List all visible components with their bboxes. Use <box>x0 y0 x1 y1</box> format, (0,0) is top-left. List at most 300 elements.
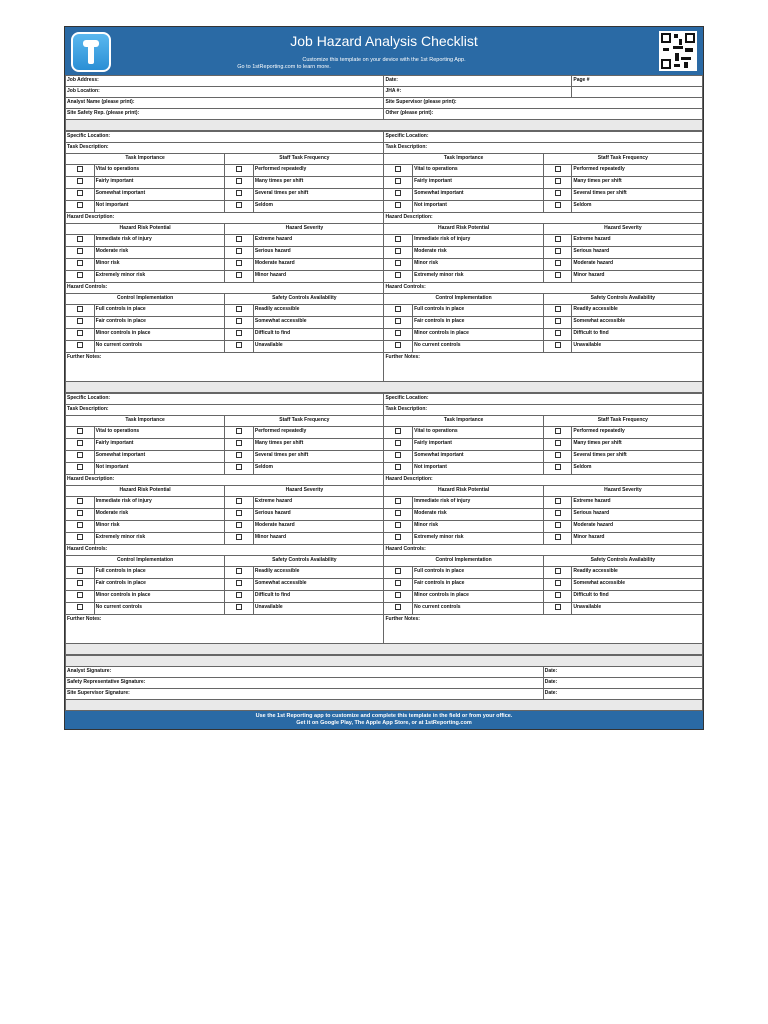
checkbox-box-icon[interactable] <box>395 330 401 336</box>
checkbox[interactable] <box>543 603 572 615</box>
checkbox-box-icon[interactable] <box>77 510 83 516</box>
checkbox-box-icon[interactable] <box>395 178 401 184</box>
checkbox[interactable] <box>543 235 572 247</box>
checkbox-label: Somewhat accessible <box>572 579 703 591</box>
checkbox-box-icon[interactable] <box>395 510 401 516</box>
checkbox-label: Extreme hazard <box>253 497 384 509</box>
checkbox-label: Unavailable <box>572 341 703 353</box>
checkbox-box-icon[interactable] <box>236 498 242 504</box>
checkbox-box-icon[interactable] <box>236 510 242 516</box>
hazard-description-field[interactable]: Hazard Description: <box>384 213 703 224</box>
checkbox-box-icon[interactable] <box>395 342 401 348</box>
checkbox[interactable] <box>66 247 95 259</box>
checkbox-box-icon[interactable] <box>555 306 561 312</box>
checkbox-box-icon[interactable] <box>77 522 83 528</box>
checkbox-box-icon[interactable] <box>77 580 83 586</box>
checkbox-box-icon[interactable] <box>77 342 83 348</box>
checkbox[interactable] <box>66 509 95 521</box>
checkbox-box-icon[interactable] <box>555 260 561 266</box>
checkbox-label: Many times per shift <box>572 177 703 189</box>
checkbox[interactable] <box>225 497 254 509</box>
safety-rep-signature-field[interactable]: Safety Representative Signature: <box>66 678 544 689</box>
checkbox[interactable] <box>384 567 413 579</box>
hazard-description-field[interactable]: Hazard Description: <box>384 475 703 486</box>
checkbox[interactable] <box>66 603 95 615</box>
checkbox[interactable] <box>225 521 254 533</box>
checkbox-box-icon[interactable] <box>555 534 561 540</box>
checkbox-box-icon[interactable] <box>555 604 561 610</box>
checkbox-label: Not important <box>94 201 225 213</box>
checkbox[interactable] <box>384 271 413 283</box>
checkbox[interactable] <box>384 439 413 451</box>
checkbox-box-icon[interactable] <box>236 202 242 208</box>
hazard-description-field[interactable]: Hazard Description: <box>66 213 384 224</box>
checkbox-label: Minor hazard <box>572 533 703 545</box>
checkbox-box-icon[interactable] <box>555 592 561 598</box>
checkbox-box-icon[interactable] <box>236 464 242 470</box>
checkbox[interactable] <box>225 305 254 317</box>
other-field[interactable]: Other (please print): <box>384 109 703 120</box>
checkbox-label: Serious hazard <box>572 509 703 521</box>
checkbox[interactable] <box>66 259 95 271</box>
checkbox-label: Serious hazard <box>253 247 384 259</box>
group-heading: Staff Task Frequency <box>543 154 702 165</box>
checkbox[interactable] <box>66 439 95 451</box>
checkbox-box-icon[interactable] <box>555 178 561 184</box>
checkbox-box-icon[interactable] <box>555 464 561 470</box>
checkbox-box-icon[interactable] <box>236 330 242 336</box>
checkbox[interactable] <box>543 439 572 451</box>
checkbox-box-icon[interactable] <box>555 272 561 278</box>
checkbox-box-icon[interactable] <box>395 580 401 586</box>
checkbox-box-icon[interactable] <box>395 568 401 574</box>
checkbox-box-icon[interactable] <box>236 580 242 586</box>
checkbox-label: Extremely minor risk <box>94 533 225 545</box>
checkbox-label: Not important <box>413 201 544 213</box>
checkbox[interactable] <box>225 509 254 521</box>
checkbox[interactable] <box>225 177 254 189</box>
checkbox-label: Minor controls in place <box>94 591 225 603</box>
checkbox[interactable] <box>384 579 413 591</box>
checkbox-label: Not important <box>94 463 225 475</box>
checkbox-label: Minor hazard <box>572 271 703 283</box>
checkbox-box-icon[interactable] <box>395 522 401 528</box>
header-subtitle: Customize this template on your device with the 1st Reporting App. <box>302 57 466 63</box>
checkbox[interactable] <box>543 165 572 177</box>
checkbox-box-icon[interactable] <box>77 568 83 574</box>
checkbox[interactable] <box>225 451 254 463</box>
checkbox-box-icon[interactable] <box>77 440 83 446</box>
checkbox-box-icon[interactable] <box>395 464 401 470</box>
checkbox-label: Extreme hazard <box>253 235 384 247</box>
checkbox[interactable] <box>384 509 413 521</box>
further-notes-field[interactable]: Further Notes: <box>66 353 384 382</box>
hazard-controls-field[interactable]: Hazard Controls: <box>384 283 703 294</box>
checkbox[interactable] <box>543 247 572 259</box>
checkbox-box-icon[interactable] <box>555 428 561 434</box>
checkbox-box-icon[interactable] <box>395 306 401 312</box>
checkbox-box-icon[interactable] <box>77 202 83 208</box>
checkbox[interactable] <box>543 259 572 271</box>
checkbox-box-icon[interactable] <box>77 428 83 434</box>
checkbox-box-icon[interactable] <box>395 318 401 324</box>
checkbox-label: Moderate risk <box>413 509 544 521</box>
checkbox-label: Full controls in place <box>94 305 225 317</box>
checkbox-box-icon[interactable] <box>555 580 561 586</box>
checkbox-label: Performed repeatedly <box>572 165 703 177</box>
group-heading: Hazard Risk Potential <box>66 486 225 497</box>
checkbox-box-icon[interactable] <box>236 272 242 278</box>
checkbox-box-icon[interactable] <box>236 260 242 266</box>
checkbox-label: Unavailable <box>253 341 384 353</box>
checkbox[interactable] <box>225 271 254 283</box>
checkbox-box-icon[interactable] <box>236 306 242 312</box>
group-heading: Control Implementation <box>66 294 225 305</box>
checkbox[interactable] <box>543 329 572 341</box>
checkbox-box-icon[interactable] <box>236 452 242 458</box>
checkbox[interactable] <box>66 567 95 579</box>
analyst-signature-date[interactable]: Date: <box>543 667 702 678</box>
checkbox-box-icon[interactable] <box>555 190 561 196</box>
checkbox[interactable] <box>384 201 413 213</box>
checkbox[interactable] <box>66 427 95 439</box>
checkbox-label: Serious hazard <box>253 509 384 521</box>
checkbox[interactable] <box>384 591 413 603</box>
footer-banner <box>65 711 703 729</box>
further-notes-field[interactable]: Further Notes: <box>384 353 703 382</box>
checkbox[interactable] <box>66 591 95 603</box>
checkbox[interactable] <box>384 497 413 509</box>
checkbox-label: Fair controls in place <box>94 317 225 329</box>
specific-location-field[interactable]: Specific Location: <box>66 394 384 405</box>
checkbox[interactable] <box>225 579 254 591</box>
checkbox-box-icon[interactable] <box>77 178 83 184</box>
checkbox[interactable] <box>543 451 572 463</box>
checkbox[interactable] <box>66 235 95 247</box>
checkbox[interactable] <box>225 567 254 579</box>
checkbox[interactable] <box>66 463 95 475</box>
checkbox-label: Difficult to find <box>572 329 703 341</box>
checkbox-label: Several times per shift <box>572 451 703 463</box>
checkbox-label: Minor hazard <box>253 533 384 545</box>
checkbox-box-icon[interactable] <box>395 260 401 266</box>
checkbox[interactable] <box>384 247 413 259</box>
checkbox[interactable] <box>543 271 572 283</box>
checkbox[interactable] <box>66 579 95 591</box>
checkbox[interactable] <box>225 329 254 341</box>
checkbox-box-icon[interactable] <box>77 306 83 312</box>
specific-location-field[interactable]: Specific Location: <box>66 132 384 143</box>
checkbox-box-icon[interactable] <box>236 568 242 574</box>
further-notes-field[interactable]: Further Notes: <box>384 615 703 644</box>
checkbox[interactable] <box>384 533 413 545</box>
checkbox[interactable] <box>543 189 572 201</box>
checkbox-box-icon[interactable] <box>395 190 401 196</box>
task-description-field[interactable]: Task Description: <box>66 143 384 154</box>
checkbox-box-icon[interactable] <box>395 202 401 208</box>
checkbox[interactable] <box>543 341 572 353</box>
checkbox[interactable] <box>225 439 254 451</box>
group-heading: Safety Controls Availability <box>225 556 384 567</box>
checkbox-box-icon[interactable] <box>395 248 401 254</box>
checkbox-label: Extremely minor risk <box>94 271 225 283</box>
task-description-field[interactable]: Task Description: <box>384 405 703 416</box>
checkbox[interactable] <box>543 579 572 591</box>
checkbox-label: Seldom <box>572 201 703 213</box>
checkbox-label: Unavailable <box>572 603 703 615</box>
checkbox[interactable] <box>543 567 572 579</box>
checkbox[interactable] <box>66 451 95 463</box>
checkbox-box-icon[interactable] <box>555 342 561 348</box>
checkbox[interactable] <box>225 533 254 545</box>
checkbox[interactable] <box>384 317 413 329</box>
specific-location-field[interactable]: Specific Location: <box>384 394 703 405</box>
checkbox[interactable] <box>384 341 413 353</box>
checkbox-box-icon[interactable] <box>77 190 83 196</box>
checkbox-box-icon[interactable] <box>236 236 242 242</box>
analyst-name-field[interactable]: Analyst Name (please print): <box>66 98 384 109</box>
checkbox[interactable] <box>225 317 254 329</box>
checkbox-label: Minor controls in place <box>413 329 544 341</box>
checkbox[interactable] <box>384 463 413 475</box>
checkbox[interactable] <box>543 305 572 317</box>
checkbox-box-icon[interactable] <box>236 178 242 184</box>
checkbox-box-icon[interactable] <box>236 604 242 610</box>
checkbox-label: No current controls <box>94 341 225 353</box>
checkbox-box-icon[interactable] <box>395 498 401 504</box>
checkbox[interactable] <box>384 427 413 439</box>
hazard-controls-field[interactable]: Hazard Controls: <box>66 283 384 294</box>
checkbox[interactable] <box>543 497 572 509</box>
checkbox-box-icon[interactable] <box>395 428 401 434</box>
checkbox[interactable] <box>66 165 95 177</box>
checkbox-label: Performed repeatedly <box>253 427 384 439</box>
checkbox-box-icon[interactable] <box>236 522 242 528</box>
checkbox[interactable] <box>384 177 413 189</box>
checkbox-label: Readily accessible <box>253 305 384 317</box>
checkbox-label: Somewhat accessible <box>572 317 703 329</box>
checkbox[interactable] <box>225 603 254 615</box>
supervisor-signature-date[interactable]: Date: <box>543 689 702 700</box>
job-info-table <box>65 75 703 131</box>
group-heading: Control Implementation <box>384 556 543 567</box>
checkbox[interactable] <box>384 329 413 341</box>
checkbox-box-icon[interactable] <box>395 592 401 598</box>
checkbox[interactable] <box>543 427 572 439</box>
checkbox[interactable] <box>543 463 572 475</box>
checkbox-label: Minor risk <box>413 259 544 271</box>
checkbox-box-icon[interactable] <box>555 452 561 458</box>
task-description-field[interactable]: Task Description: <box>66 405 384 416</box>
checkbox[interactable] <box>66 497 95 509</box>
checkbox-label: Difficult to find <box>572 591 703 603</box>
checkbox-box-icon[interactable] <box>77 604 83 610</box>
group-heading: Hazard Risk Potential <box>384 486 543 497</box>
jha-number-field[interactable]: JHA #: <box>384 87 572 98</box>
checkbox-label: Several times per shift <box>253 451 384 463</box>
checkbox-label: Full controls in place <box>413 305 544 317</box>
checkbox[interactable] <box>384 165 413 177</box>
checkbox[interactable] <box>225 427 254 439</box>
page-title: Job Hazard Analysis Checklist <box>290 33 478 49</box>
checkbox-label: Moderate hazard <box>572 259 703 271</box>
checkbox-box-icon[interactable] <box>555 318 561 324</box>
further-notes-field[interactable]: Further Notes: <box>66 615 384 644</box>
checkbox[interactable] <box>225 201 254 213</box>
checkbox[interactable] <box>225 189 254 201</box>
checkbox-label: Many times per shift <box>253 439 384 451</box>
checkbox-label: Seldom <box>253 463 384 475</box>
checkbox-box-icon[interactable] <box>77 592 83 598</box>
checkbox-box-icon[interactable] <box>77 166 83 172</box>
checkbox-box-icon[interactable] <box>555 522 561 528</box>
analyst-signature-field[interactable]: Analyst Signature: <box>66 667 544 678</box>
checkbox-label: Moderate risk <box>413 247 544 259</box>
checkbox[interactable] <box>66 329 95 341</box>
site-supervisor-field[interactable]: Site Supervisor (please print): <box>384 98 703 109</box>
checkbox[interactable] <box>384 521 413 533</box>
group-heading: Hazard Severity <box>543 486 702 497</box>
checkbox-label: Seldom <box>572 463 703 475</box>
checkbox-label: Minor controls in place <box>413 591 544 603</box>
checkbox-label: Somewhat important <box>413 189 544 201</box>
hazard-controls-field[interactable]: Hazard Controls: <box>384 545 703 556</box>
checkbox-label: Performed repeatedly <box>572 427 703 439</box>
checkbox-box-icon[interactable] <box>77 318 83 324</box>
checkbox-label: Somewhat accessible <box>253 579 384 591</box>
checkbox[interactable] <box>66 271 95 283</box>
checkbox[interactable] <box>66 521 95 533</box>
checkbox[interactable] <box>384 603 413 615</box>
checkbox-box-icon[interactable] <box>77 452 83 458</box>
checkbox-box-icon[interactable] <box>77 260 83 266</box>
checkbox[interactable] <box>543 509 572 521</box>
checkbox[interactable] <box>225 259 254 271</box>
checkbox[interactable] <box>384 259 413 271</box>
checkbox-box-icon[interactable] <box>77 464 83 470</box>
checkbox-box-icon[interactable] <box>555 330 561 336</box>
checkbox-box-icon[interactable] <box>77 248 83 254</box>
checkbox-box-icon[interactable] <box>236 166 242 172</box>
checkbox-box-icon[interactable] <box>555 202 561 208</box>
checkbox-box-icon[interactable] <box>236 342 242 348</box>
checkbox[interactable] <box>384 451 413 463</box>
checkbox-label: Several times per shift <box>572 189 703 201</box>
job-location-field[interactable]: Job Location: <box>66 87 384 98</box>
checkbox[interactable] <box>225 235 254 247</box>
checkbox[interactable] <box>66 305 95 317</box>
task-section-1 <box>65 131 703 393</box>
checkbox[interactable] <box>543 521 572 533</box>
checkbox-box-icon[interactable] <box>555 248 561 254</box>
checkbox-box-icon[interactable] <box>395 534 401 540</box>
hazard-description-field[interactable]: Hazard Description: <box>66 475 384 486</box>
checkbox[interactable] <box>384 189 413 201</box>
checkbox-box-icon[interactable] <box>555 498 561 504</box>
checkbox-box-icon[interactable] <box>77 272 83 278</box>
signature-table <box>65 655 703 711</box>
checkbox[interactable] <box>66 177 95 189</box>
checkbox[interactable] <box>225 247 254 259</box>
hazard-controls-field[interactable]: Hazard Controls: <box>66 545 384 556</box>
checkbox[interactable] <box>225 341 254 353</box>
checkbox[interactable] <box>225 591 254 603</box>
site-safety-rep-field[interactable]: Site Safety Rep. (please print): <box>66 109 384 120</box>
page-number-field[interactable]: Page # <box>572 76 703 87</box>
checkbox[interactable] <box>66 533 95 545</box>
group-heading: Staff Task Frequency <box>225 154 384 165</box>
checkbox-box-icon[interactable] <box>236 318 242 324</box>
task-description-field[interactable]: Task Description: <box>384 143 703 154</box>
qr-code-icon <box>659 31 697 71</box>
checkbox[interactable] <box>225 165 254 177</box>
group-heading: Safety Controls Availability <box>543 294 702 305</box>
checkbox-box-icon[interactable] <box>77 236 83 242</box>
supervisor-signature-field[interactable]: Site Supervisor Signature: <box>66 689 544 700</box>
group-heading: Hazard Risk Potential <box>384 224 543 235</box>
group-heading: Task Importance <box>384 154 543 165</box>
group-heading: Safety Controls Availability <box>543 556 702 567</box>
checkbox-box-icon[interactable] <box>555 510 561 516</box>
checkbox[interactable] <box>543 533 572 545</box>
checkbox-label: Readily accessible <box>572 305 703 317</box>
checkbox[interactable] <box>66 341 95 353</box>
checkbox[interactable] <box>66 189 95 201</box>
checkbox[interactable] <box>543 177 572 189</box>
checkbox-box-icon[interactable] <box>236 592 242 598</box>
checkbox-label: Vital to operations <box>413 165 544 177</box>
checkbox[interactable] <box>225 463 254 475</box>
checkbox-box-icon[interactable] <box>236 440 242 446</box>
checkbox-box-icon[interactable] <box>236 190 242 196</box>
checkbox[interactable] <box>384 235 413 247</box>
checkbox-box-icon[interactable] <box>395 236 401 242</box>
checkbox-box-icon[interactable] <box>395 440 401 446</box>
checkbox-box-icon[interactable] <box>395 166 401 172</box>
job-address-field[interactable]: Job Address: <box>66 76 384 87</box>
checkbox[interactable] <box>66 201 95 213</box>
group-heading: Task Importance <box>384 416 543 427</box>
checkbox-label: Several times per shift <box>253 189 384 201</box>
checkbox-label: Full controls in place <box>413 567 544 579</box>
checkbox[interactable] <box>543 317 572 329</box>
checkbox-box-icon[interactable] <box>236 534 242 540</box>
checkbox-box-icon[interactable] <box>236 428 242 434</box>
checkbox[interactable] <box>543 591 572 603</box>
checkbox-label: Immediate risk of injury <box>94 235 225 247</box>
checkbox-box-icon[interactable] <box>555 440 561 446</box>
date-field[interactable]: Date: <box>384 76 572 87</box>
checkbox-box-icon[interactable] <box>555 568 561 574</box>
checkbox-box-icon[interactable] <box>395 272 401 278</box>
checkbox-label: Fair controls in place <box>94 579 225 591</box>
checkbox[interactable] <box>543 201 572 213</box>
checkbox-box-icon[interactable] <box>555 236 561 242</box>
checkbox-box-icon[interactable] <box>77 498 83 504</box>
checkbox[interactable] <box>384 305 413 317</box>
checkbox-label: Somewhat accessible <box>253 317 384 329</box>
checkbox[interactable] <box>66 317 95 329</box>
specific-location-field[interactable]: Specific Location: <box>384 132 703 143</box>
checkbox-box-icon[interactable] <box>395 604 401 610</box>
checkbox-box-icon[interactable] <box>77 330 83 336</box>
checkbox-box-icon[interactable] <box>236 248 242 254</box>
checkbox-box-icon[interactable] <box>555 166 561 172</box>
checkbox-box-icon[interactable] <box>77 534 83 540</box>
checkbox-label: Performed repeatedly <box>253 165 384 177</box>
safety-rep-signature-date[interactable]: Date: <box>543 678 702 689</box>
checkbox-box-icon[interactable] <box>395 452 401 458</box>
